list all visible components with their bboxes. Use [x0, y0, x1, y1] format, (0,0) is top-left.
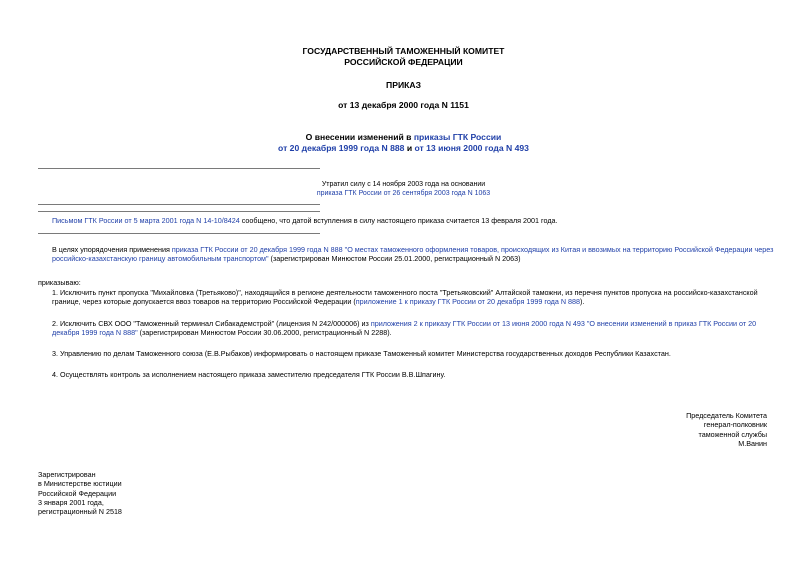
- signature-position: Председатель Комитета: [686, 411, 767, 420]
- clause-2-prefix: 2. Исключить СВХ ООО "Таможенный терминал Сибакадемстрой" (лицензия N 242/000006) из: [52, 319, 371, 328]
- registration-line-4: 3 января 2001 года,: [38, 498, 104, 508]
- clause-1-link[interactable]: приложение 1 к приказу ГТК России от 20 декабря 1999 года N 888: [355, 297, 581, 307]
- clause-4: 4. Осуществлять контроль за исполнением настоящего приказа заместителю председателя ГТК России В.В.Шпагину.: [52, 370, 446, 379]
- clause-3: 3. Управлению по делам Таможенного союза (Е.В.Рыбаков) информировать о настоящем приказе Таможенный комитет Министерства государственных доходов Республики Казахстан.: [52, 349, 671, 358]
- subject-link-order-888[interactable]: от 20 декабря 1999 года N 888: [278, 142, 405, 153]
- issuing-organization: [0, 46, 807, 67]
- divider-top: [38, 168, 320, 169]
- status-block: [0, 180, 807, 198]
- clause-1-end: ).: [580, 297, 585, 307]
- registration-line-1: Зарегистрирован: [38, 470, 96, 479]
- org-line-2: РОССИЙСКОЙ ФЕДЕРАЦИИ: [344, 56, 463, 67]
- clause-2-suffix: (зарегистрирован Минюстом России 30.06.2000, регистрационный N 2288).: [137, 328, 392, 338]
- document-date: от 13 декабря 2000 года N 1151: [338, 100, 469, 110]
- divider-mid-2: [38, 211, 320, 212]
- org-line-1: ГОСУДАРСТВЕННЫЙ ТАМОЖЕННЫЙ КОМИТЕТ: [302, 46, 505, 56]
- subject-prefix: О внесении изменений в: [305, 132, 414, 142]
- registration-line-5: регистрационный N 2518: [38, 507, 122, 517]
- divider-bottom: [38, 233, 320, 234]
- registration-line-2: в Министерстве юстиции: [38, 479, 122, 489]
- preamble-link[interactable]: приказа ГТК России от 20 декабря 1999 года N 888 "О местах таможенного оформления товаров, происходящих из Китая и ввозимых на территорию Российской Федерации через российско-казахстанскую границу автомобильным транспортом": [52, 245, 774, 264]
- signature-name: М.Ванин: [738, 439, 767, 449]
- registration-line-3: Российской Федерации: [38, 488, 117, 498]
- clause-2: [38, 319, 784, 338]
- preamble-prefix: В целях упорядочения применения: [52, 245, 172, 254]
- note-link[interactable]: Письмом ГТК России от 5 марта 2001 года N 14-10/8424: [52, 216, 240, 225]
- preamble-paragraph: [38, 245, 784, 264]
- effective-date-note: [38, 216, 784, 225]
- subject-link-order-493[interactable]: от 13 июня 2000 года N 493: [414, 142, 529, 153]
- note-text: сообщено, что датой вступления в силу настоящего приказа считается 13 февраля 2001 года.: [239, 216, 558, 225]
- registration-block: [38, 470, 238, 517]
- document-type: ПРИКАЗ: [386, 80, 421, 90]
- subject-link-orders[interactable]: приказы ГТК России: [413, 132, 502, 142]
- order-word: приказываю:: [38, 278, 81, 287]
- signature-service: таможенной службы: [698, 429, 767, 439]
- signature-block: [567, 411, 767, 448]
- preamble-suffix: (зарегистрирован Минюстом России 25.01.2000, регистрационный N 2063): [268, 254, 521, 264]
- expired-text: Утратил силу с 14 ноября 2003 года на основании: [321, 181, 486, 188]
- document-subject: [0, 132, 807, 153]
- divider-mid: [38, 204, 320, 205]
- clause-2-link[interactable]: приложения 2 к приказу ГТК России от 13 июня 2000 года N 493 "О внесении изменений в приказ ГТК России от 20 декабря 1999 года N 888": [52, 319, 757, 338]
- clause-1: [38, 288, 784, 307]
- expired-link[interactable]: приказа ГТК России от 26 сентября 2003 года N 1063: [316, 190, 491, 198]
- signature-rank: генерал-полковник: [703, 420, 767, 430]
- clause-1-text: 1. Исключить пункт пропуска "Михайловка (Третьяково)", находящийся в регионе деятельности таможенного поста "Третьяковский" Алтайской таможни, из перечня пунктов пропуска на российско-казахстанской границе, через которые допускается ввоз товаров на территорию Российской Федерации (: [52, 288, 758, 307]
- subject-and: и: [404, 142, 415, 153]
